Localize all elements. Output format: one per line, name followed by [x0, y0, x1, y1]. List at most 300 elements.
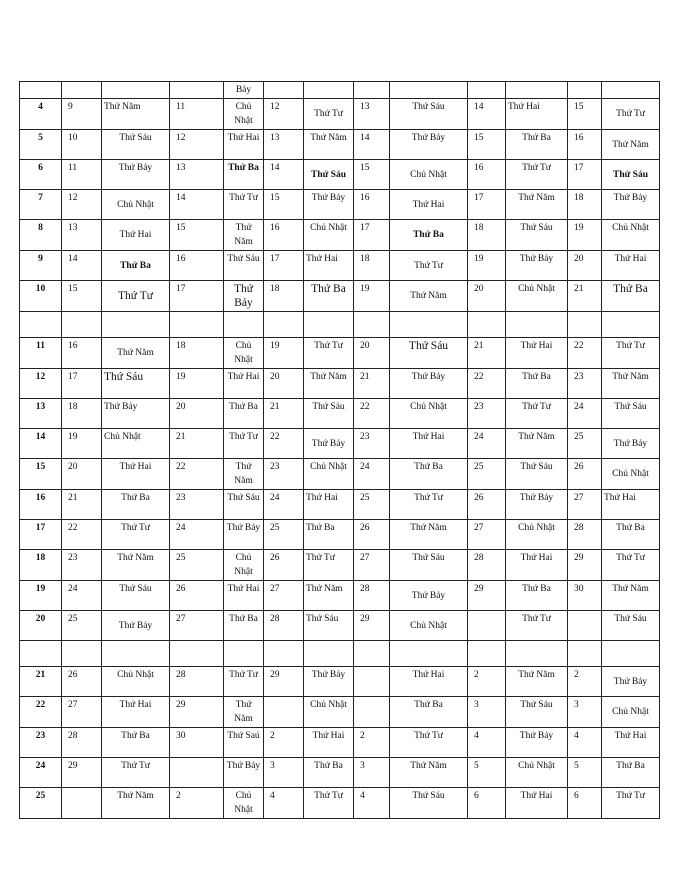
- weekday-cell: Thứ Hai: [602, 251, 660, 281]
- week-number-cell: 18: [20, 550, 62, 581]
- weekday-cell: Thứ Ba: [224, 399, 264, 429]
- date-number-cell: 14: [264, 160, 304, 190]
- date-number-cell: 28: [468, 550, 506, 581]
- weekday-cell: Chủ Nhật: [506, 520, 568, 550]
- date-number-cell: 23: [354, 429, 390, 459]
- date-number-cell: 30: [568, 581, 602, 611]
- weekday-cell: Thứ Tư: [390, 490, 468, 520]
- table-row: [20, 667, 660, 697]
- date-number-cell: 24: [170, 520, 224, 550]
- weekday-cell: Thứ Tư: [390, 728, 468, 758]
- date-number-cell: 22: [170, 459, 224, 490]
- date-number-cell: 21: [468, 338, 506, 369]
- table-row: [20, 190, 660, 220]
- date-number-cell: 16: [170, 251, 224, 281]
- table-row: [20, 520, 660, 550]
- date-number-cell: 28: [264, 611, 304, 641]
- date-number-cell: 27: [170, 611, 224, 641]
- date-number-cell: 15: [354, 160, 390, 190]
- date-number-cell: 23: [568, 369, 602, 399]
- weekday-cell: Thứ Sáu: [102, 130, 170, 160]
- table-row: [20, 697, 660, 728]
- table-row: [20, 581, 660, 611]
- date-number-cell: 20: [468, 281, 506, 312]
- table-row: [20, 399, 660, 429]
- date-number-cell: [264, 312, 304, 338]
- weekday-cell: Chủ Nhật: [304, 459, 354, 490]
- week-number-cell: 22: [20, 697, 62, 728]
- weekday-cell: Thứ Bảy: [506, 490, 568, 520]
- date-number-cell: 22: [568, 338, 602, 369]
- weekday-cell: Chủ Nhật: [390, 399, 468, 429]
- weekday-cell: Thứ Ba: [102, 728, 170, 758]
- weekday-cell: Thứ Bảy: [304, 429, 354, 459]
- date-number-cell: 18: [354, 251, 390, 281]
- weekday-cell: Thứ Bảy: [390, 369, 468, 399]
- date-number-cell: 16: [568, 130, 602, 160]
- weekday-cell: Thứ Tư: [304, 99, 354, 130]
- date-number-cell: [62, 312, 102, 338]
- date-number-cell: 23: [468, 399, 506, 429]
- weekday-cell: Thứ Bảy: [506, 728, 568, 758]
- table-row: [20, 611, 660, 641]
- weekday-cell: Thứ Năm: [602, 581, 660, 611]
- date-number-cell: 27: [264, 581, 304, 611]
- weekday-cell: Thứ Ba: [390, 459, 468, 490]
- weekday-cell: Thứ Tư: [602, 788, 660, 819]
- date-number-cell: 30: [170, 728, 224, 758]
- date-number-cell: 18: [568, 190, 602, 220]
- week-number-cell: 11: [20, 338, 62, 369]
- date-number-cell: 19: [264, 338, 304, 369]
- date-number-cell: 24: [264, 490, 304, 520]
- week-number-cell: 24: [20, 758, 62, 788]
- weekday-cell: Thứ Hai: [390, 190, 468, 220]
- weekday-cell: Chủ Nhật: [602, 459, 660, 490]
- date-number-cell: 15: [568, 99, 602, 130]
- date-number-cell: 23: [170, 490, 224, 520]
- date-number-cell: [354, 667, 390, 697]
- date-number-cell: [62, 788, 102, 819]
- weekday-cell: Thứ Hai: [390, 667, 468, 697]
- weekday-cell: Thứ Hai: [224, 369, 264, 399]
- weekday-cell: Thứ Năm: [224, 697, 264, 728]
- date-number-cell: [170, 641, 224, 667]
- date-number-cell: 22: [354, 399, 390, 429]
- date-number-cell: 25: [468, 459, 506, 490]
- weekday-cell: Thứ Tư: [224, 667, 264, 697]
- weekday-cell: Thứ Sáu: [602, 160, 660, 190]
- weekday-cell: Thứ Hai: [506, 99, 568, 130]
- weekday-cell: Thứ Hai: [304, 728, 354, 758]
- weekday-cell: Thứ Sáu: [390, 550, 468, 581]
- weekday-cell: Thứ Sáu: [602, 611, 660, 641]
- date-number-cell: 19: [170, 369, 224, 399]
- date-number-cell: 25: [170, 550, 224, 581]
- date-number-cell: [468, 641, 506, 667]
- date-number-cell: [170, 312, 224, 338]
- weekday-cell: Thứ Tư: [224, 190, 264, 220]
- weekday-cell: Thứ Năm: [102, 338, 170, 369]
- date-number-cell: 15: [468, 130, 506, 160]
- date-number-cell: 23: [264, 459, 304, 490]
- week-number-cell: 19: [20, 581, 62, 611]
- date-number-cell: [62, 641, 102, 667]
- date-number-cell: 25: [568, 429, 602, 459]
- weekday-cell: Thứ Năm: [602, 130, 660, 160]
- weekday-cell: Thứ Ba: [506, 369, 568, 399]
- weekday-cell: Thứ Hai: [224, 130, 264, 160]
- date-number-cell: 15: [170, 220, 224, 251]
- weekday-cell: Chủ Nhật: [102, 190, 170, 220]
- weekday-cell: Thứ Saú: [224, 728, 264, 758]
- weekday-cell: [506, 641, 568, 667]
- date-number-cell: 17: [170, 281, 224, 312]
- date-number-cell: 28: [354, 581, 390, 611]
- date-number-cell: 6: [568, 788, 602, 819]
- week-number-cell: [20, 312, 62, 338]
- weekday-cell: Thứ Năm: [224, 220, 264, 251]
- date-number-cell: [568, 611, 602, 641]
- date-number-cell: 19: [354, 281, 390, 312]
- weekday-cell: Chủ Nhật: [390, 611, 468, 641]
- weekday-cell: [602, 82, 660, 99]
- table-row: [20, 550, 660, 581]
- calendar-table: [19, 81, 660, 819]
- date-number-cell: 14: [170, 190, 224, 220]
- weekday-cell: Thứ Sáu: [224, 251, 264, 281]
- weekday-cell: Thứ Năm: [304, 581, 354, 611]
- weekday-cell: Thứ Bảy: [102, 399, 170, 429]
- date-number-cell: [468, 312, 506, 338]
- date-number-cell: [354, 641, 390, 667]
- week-number-cell: 4: [20, 99, 62, 130]
- date-number-cell: 11: [62, 160, 102, 190]
- weekday-cell: Thứ Hai: [506, 788, 568, 819]
- date-number-cell: 4: [354, 788, 390, 819]
- weekday-cell: Thứ Sáu: [304, 160, 354, 190]
- weekday-cell: Thứ Sáu: [390, 99, 468, 130]
- weekday-cell: Thứ Bảy: [390, 581, 468, 611]
- date-number-cell: 21: [354, 369, 390, 399]
- weekday-cell: [506, 312, 568, 338]
- date-number-cell: 29: [62, 758, 102, 788]
- table-row: [20, 490, 660, 520]
- weekday-cell: Thứ Ba: [102, 490, 170, 520]
- date-number-cell: 11: [170, 99, 224, 130]
- weekday-cell: Thứ Năm: [304, 130, 354, 160]
- weekday-cell: Chủ Nhật: [390, 160, 468, 190]
- date-number-cell: 16: [354, 190, 390, 220]
- date-number-cell: 3: [568, 697, 602, 728]
- date-number-cell: 14: [62, 251, 102, 281]
- weekday-cell: Thứ Sáu: [506, 459, 568, 490]
- weekday-cell: Thứ Tư: [602, 550, 660, 581]
- date-number-cell: 3: [354, 758, 390, 788]
- date-number-cell: 2: [468, 667, 506, 697]
- date-number-cell: 20: [170, 399, 224, 429]
- date-number-cell: 16: [468, 160, 506, 190]
- date-number-cell: 29: [568, 550, 602, 581]
- weekday-cell: Chủ Nhật: [224, 99, 264, 130]
- weekday-cell: Thứ Bảy: [102, 611, 170, 641]
- date-number-cell: 13: [354, 99, 390, 130]
- date-number-cell: 24: [568, 399, 602, 429]
- date-number-cell: 19: [568, 220, 602, 251]
- weekday-cell: Chủ Nhật: [506, 281, 568, 312]
- weekday-cell: Thứ Bảy: [102, 160, 170, 190]
- weekday-cell: Chủ Nhật: [602, 697, 660, 728]
- weekday-cell: Thứ Bảy: [602, 429, 660, 459]
- date-number-cell: 2: [264, 728, 304, 758]
- table-row: [20, 758, 660, 788]
- date-number-cell: 13: [264, 130, 304, 160]
- date-number-cell: 17: [354, 220, 390, 251]
- date-number-cell: 21: [568, 281, 602, 312]
- date-number-cell: 20: [264, 369, 304, 399]
- date-number-cell: 27: [468, 520, 506, 550]
- week-number-cell: 9: [20, 251, 62, 281]
- date-number-cell: [354, 697, 390, 728]
- date-number-cell: 28: [568, 520, 602, 550]
- weekday-cell: [304, 641, 354, 667]
- date-number-cell: 24: [354, 459, 390, 490]
- date-number-cell: 22: [62, 520, 102, 550]
- weekday-cell: Thứ Tư: [304, 550, 354, 581]
- weekday-cell: Thứ Sáu: [224, 490, 264, 520]
- week-number-cell: 12: [20, 369, 62, 399]
- weekday-cell: Thứ Sáu: [304, 611, 354, 641]
- table-row: [20, 130, 660, 160]
- weekday-cell: [102, 641, 170, 667]
- weekday-cell: Thứ Năm: [390, 520, 468, 550]
- date-number-cell: [170, 82, 224, 99]
- date-number-cell: 21: [264, 399, 304, 429]
- date-number-cell: 15: [264, 190, 304, 220]
- date-number-cell: 21: [170, 429, 224, 459]
- date-number-cell: 9: [62, 99, 102, 130]
- weekday-cell: Thứ Năm: [390, 758, 468, 788]
- weekday-cell: Thứ Bảy: [390, 130, 468, 160]
- weekday-cell: Chủ Nhật: [224, 788, 264, 819]
- date-number-cell: 18: [468, 220, 506, 251]
- weekday-cell: Thứ Hai: [224, 581, 264, 611]
- date-number-cell: 20: [354, 338, 390, 369]
- date-number-cell: 19: [62, 429, 102, 459]
- weekday-cell: Thứ Ba: [224, 160, 264, 190]
- weekday-cell: Thứ Sáu: [602, 399, 660, 429]
- weekday-cell: Thứ Sáu: [390, 338, 468, 369]
- date-number-cell: 14: [354, 130, 390, 160]
- date-number-cell: 25: [264, 520, 304, 550]
- weekday-cell: Thứ Ba: [304, 758, 354, 788]
- date-number-cell: 18: [62, 399, 102, 429]
- date-number-cell: 4: [568, 728, 602, 758]
- weekday-cell: [224, 641, 264, 667]
- weekday-cell: Chủ Nhật: [506, 758, 568, 788]
- weekday-cell: Thứ Bảy: [304, 190, 354, 220]
- date-number-cell: 16: [264, 220, 304, 251]
- weekday-cell: Thứ Sáu: [304, 399, 354, 429]
- weekday-cell: Thứ Tư: [602, 99, 660, 130]
- week-number-cell: [20, 82, 62, 99]
- weekday-cell: Thứ Hai: [304, 251, 354, 281]
- table-row: [20, 312, 660, 338]
- date-number-cell: 29: [468, 581, 506, 611]
- week-number-cell: 10: [20, 281, 62, 312]
- date-number-cell: 14: [468, 99, 506, 130]
- table-row: [20, 220, 660, 251]
- table-row: [20, 338, 660, 369]
- date-number-cell: 17: [264, 251, 304, 281]
- weekday-cell: Thứ Sáu: [506, 697, 568, 728]
- table-row: [20, 429, 660, 459]
- date-number-cell: 27: [62, 697, 102, 728]
- date-number-cell: 5: [468, 758, 506, 788]
- date-number-cell: 13: [62, 220, 102, 251]
- weekday-cell: Chủ Nhật: [224, 550, 264, 581]
- weekday-cell: Thứ Năm: [506, 667, 568, 697]
- weekday-cell: Thứ Hai: [602, 728, 660, 758]
- week-number-cell: 17: [20, 520, 62, 550]
- date-number-cell: 12: [62, 190, 102, 220]
- weekday-cell: Thứ Tư: [602, 338, 660, 369]
- date-number-cell: 25: [62, 611, 102, 641]
- weekday-cell: Thứ Bảy: [602, 667, 660, 697]
- weekday-cell: Thứ Hai: [506, 550, 568, 581]
- weekday-cell: Thứ Ba: [602, 758, 660, 788]
- weekday-cell: Thứ Hai: [506, 338, 568, 369]
- week-number-cell: 6: [20, 160, 62, 190]
- date-number-cell: 12: [264, 99, 304, 130]
- weekday-cell: Chủ Nhật: [602, 220, 660, 251]
- date-number-cell: 2: [568, 667, 602, 697]
- table-row: [20, 641, 660, 667]
- table-row: [20, 728, 660, 758]
- date-number-cell: [62, 82, 102, 99]
- weekday-cell: Thứ Năm: [390, 281, 468, 312]
- weekday-cell: Thứ Tư: [102, 520, 170, 550]
- table-row: [20, 160, 660, 190]
- date-number-cell: 29: [264, 667, 304, 697]
- table-row: [20, 788, 660, 819]
- date-number-cell: 15: [62, 281, 102, 312]
- week-number-cell: 8: [20, 220, 62, 251]
- week-number-cell: 14: [20, 429, 62, 459]
- date-number-cell: 6: [468, 788, 506, 819]
- date-number-cell: 26: [264, 550, 304, 581]
- weekday-cell: Thứ Tư: [102, 281, 170, 312]
- weekday-cell: Thứ Năm: [304, 369, 354, 399]
- weekday-cell: Thứ Bảy: [224, 758, 264, 788]
- weekday-cell: Thứ Năm: [506, 190, 568, 220]
- weekday-cell: Chủ Nhật: [102, 429, 170, 459]
- weekday-cell: Thứ Ba: [224, 611, 264, 641]
- date-number-cell: 27: [568, 490, 602, 520]
- date-number-cell: 26: [468, 490, 506, 520]
- date-number-cell: 29: [354, 611, 390, 641]
- weekday-cell: Thứ Tư: [102, 758, 170, 788]
- weekday-cell: Thứ Tư: [506, 160, 568, 190]
- date-number-cell: 17: [62, 369, 102, 399]
- date-number-cell: 28: [62, 728, 102, 758]
- weekday-cell: Thứ Tư: [506, 399, 568, 429]
- weekday-cell: Thứ Bảy: [224, 281, 264, 312]
- weekday-cell: [390, 312, 468, 338]
- date-number-cell: [354, 312, 390, 338]
- date-number-cell: 4: [468, 728, 506, 758]
- weekday-cell: Thứ Năm: [102, 550, 170, 581]
- weekday-cell: Thứ Năm: [102, 99, 170, 130]
- weekday-cell: Thứ Tư: [506, 611, 568, 641]
- date-number-cell: 24: [468, 429, 506, 459]
- weekday-cell: Thứ Năm: [102, 788, 170, 819]
- date-number-cell: 2: [354, 728, 390, 758]
- weekday-cell: Thứ Tư: [224, 429, 264, 459]
- date-number-cell: 2: [170, 788, 224, 819]
- date-number-cell: 25: [354, 490, 390, 520]
- weekday-cell: Thứ Sáu: [102, 369, 170, 399]
- date-number-cell: [354, 82, 390, 99]
- weekday-cell: Thứ Bảy: [304, 667, 354, 697]
- table-row: [20, 99, 660, 130]
- date-number-cell: 17: [568, 160, 602, 190]
- date-number-cell: 4: [264, 788, 304, 819]
- date-number-cell: 18: [170, 338, 224, 369]
- weekday-cell: [602, 641, 660, 667]
- week-number-cell: 23: [20, 728, 62, 758]
- table-row: [20, 369, 660, 399]
- weekday-cell: [304, 312, 354, 338]
- date-number-cell: 12: [170, 130, 224, 160]
- table-row: [20, 251, 660, 281]
- date-number-cell: [264, 697, 304, 728]
- weekday-cell: Thứ Hai: [102, 459, 170, 490]
- weekday-cell: Thứ Ba: [102, 251, 170, 281]
- weekday-cell: Thứ Hai: [102, 220, 170, 251]
- weekday-cell: Thứ Ba: [506, 581, 568, 611]
- weekday-cell: Thứ Năm: [224, 459, 264, 490]
- weekday-cell: Thứ Bảy: [224, 520, 264, 550]
- date-number-cell: 26: [62, 667, 102, 697]
- weekday-cell: Bảy: [224, 82, 264, 99]
- week-number-cell: 21: [20, 667, 62, 697]
- weekday-cell: [102, 82, 170, 99]
- weekday-cell: Thứ Sáu: [102, 581, 170, 611]
- table-row: [20, 281, 660, 312]
- weekday-cell: Thứ Hai: [602, 490, 660, 520]
- weekday-cell: Chủ Nhật: [304, 220, 354, 251]
- date-number-cell: 28: [170, 667, 224, 697]
- weekday-cell: Thứ Năm: [506, 429, 568, 459]
- week-number-cell: [20, 641, 62, 667]
- date-number-cell: 27: [354, 550, 390, 581]
- weekday-cell: [602, 312, 660, 338]
- table-row: [20, 459, 660, 490]
- date-number-cell: 13: [170, 160, 224, 190]
- weekday-cell: Thứ Bảy: [602, 190, 660, 220]
- weekday-cell: Chủ Nhật: [304, 697, 354, 728]
- date-number-cell: 10: [62, 130, 102, 160]
- date-number-cell: 16: [62, 338, 102, 369]
- date-number-cell: [264, 82, 304, 99]
- weekday-cell: Thứ Hai: [390, 429, 468, 459]
- date-number-cell: [468, 82, 506, 99]
- weekday-cell: Thứ Ba: [304, 520, 354, 550]
- weekday-cell: [102, 312, 170, 338]
- weekday-cell: Thứ Tư: [304, 338, 354, 369]
- weekday-cell: Thứ Hai: [102, 697, 170, 728]
